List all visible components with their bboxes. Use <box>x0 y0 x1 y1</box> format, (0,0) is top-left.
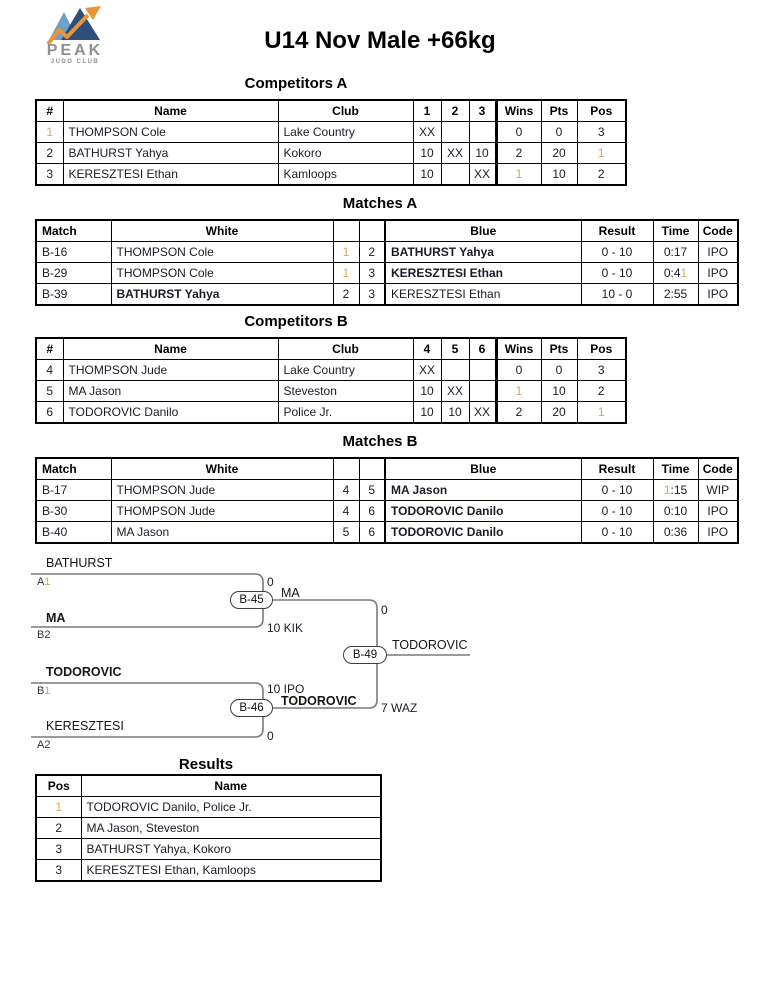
competitor-row <box>36 381 626 402</box>
col-white: White <box>111 220 333 242</box>
competitor-row <box>36 164 626 186</box>
match-pill-b45: B-45 <box>230 591 273 609</box>
col-name: Name <box>63 338 278 360</box>
col-blue-num <box>359 220 385 242</box>
col-number: # <box>36 338 63 360</box>
cell-blue-num: 3 <box>359 263 385 284</box>
cell-white-num: 1 <box>333 263 359 284</box>
result-row <box>36 797 381 818</box>
cell-name: MA Jason <box>63 381 278 402</box>
matches-a-table <box>35 219 739 306</box>
result-row <box>36 839 381 860</box>
cell-code: IPO <box>698 263 738 284</box>
cell-club: Steveston <box>278 381 413 402</box>
cell-pts: 20 <box>541 143 577 164</box>
cell-name: THOMPSON Jude <box>63 360 278 381</box>
competitors-b-table <box>35 337 627 424</box>
competitors-b-title: Competitors B <box>244 313 348 330</box>
matches-b-table <box>35 457 739 544</box>
competitor-row <box>36 143 626 164</box>
cell-match: B-39 <box>36 284 111 306</box>
cell-pos: 3 <box>36 860 81 882</box>
header-row <box>36 100 626 122</box>
cell-result: 0 - 10 <box>581 480 653 501</box>
cell-time: 0:10 <box>653 501 698 522</box>
seed-tag-a1: A1 <box>37 576 51 588</box>
col-match: Match <box>36 458 111 480</box>
cell-wins: 2 <box>496 143 541 164</box>
cell-wins: 2 <box>496 402 541 424</box>
cell-match: B-40 <box>36 522 111 544</box>
cell-blue: TODOROVIC Danilo <box>385 522 581 544</box>
cell-number: 3 <box>36 164 63 186</box>
cell-white-num: 4 <box>333 501 359 522</box>
cell-score1: 10 <box>413 402 441 424</box>
cell-name: KERESZTESI Ethan, Kamloops <box>81 860 381 882</box>
col-code: Code <box>698 458 738 480</box>
cell-club: Kokoro <box>278 143 413 164</box>
cell-result: 0 - 10 <box>581 263 653 284</box>
cell-blue: TODOROVIC Danilo <box>385 501 581 522</box>
col-name: Name <box>81 775 381 797</box>
matches-a-title: Matches A <box>342 195 418 212</box>
competitor-row <box>36 360 626 381</box>
competitor-row <box>36 402 626 424</box>
cell-score2 <box>441 122 469 143</box>
cell-score3: XX <box>469 402 496 424</box>
col-white-num <box>333 458 359 480</box>
cell-name: MA Jason, Steveston <box>81 818 381 839</box>
score-bathurst: 0 <box>267 575 274 589</box>
cell-result: 0 - 10 <box>581 242 653 263</box>
col-opp5: 5 <box>441 338 469 360</box>
cell-white-num: 1 <box>333 242 359 263</box>
match-row <box>36 242 738 263</box>
cell-club: Police Jr. <box>278 402 413 424</box>
cell-pos: 2 <box>577 381 626 402</box>
seed-bathurst: BATHURST <box>46 556 113 570</box>
cell-wins: 0 <box>496 360 541 381</box>
col-code: Code <box>698 220 738 242</box>
cell-white-num: 4 <box>333 480 359 501</box>
col-white-num <box>333 220 359 242</box>
cell-score3 <box>469 122 496 143</box>
cell-pts: 0 <box>541 360 577 381</box>
cell-score1: 10 <box>413 143 441 164</box>
col-wins: Wins <box>496 338 541 360</box>
match-row <box>36 480 738 501</box>
col-pos: Pos <box>577 338 626 360</box>
cell-white: THOMPSON Jude <box>111 480 333 501</box>
cell-name: TODOROVIC Danilo <box>63 402 278 424</box>
cell-wins: 1 <box>496 164 541 186</box>
winner-b49: TODOROVIC <box>392 638 468 652</box>
cell-name: BATHURST Yahya, Kokoro <box>81 839 381 860</box>
results-title: Results <box>178 756 234 773</box>
seed-todorovic: TODOROVIC <box>46 665 122 679</box>
col-wins: Wins <box>496 100 541 122</box>
cell-code: WIP <box>698 480 738 501</box>
score-final-bottom: 7 WAZ <box>381 701 418 715</box>
score-ma: 10 KIK <box>267 621 304 635</box>
cell-club: Kamloops <box>278 164 413 186</box>
col-name: Name <box>63 100 278 122</box>
score-keresztesi: 0 <box>267 729 274 743</box>
cell-name: THOMPSON Cole <box>63 122 278 143</box>
cell-score3: 10 <box>469 143 496 164</box>
match-pill-b46: B-46 <box>230 699 273 717</box>
cell-score3 <box>469 381 496 402</box>
col-blue-num <box>359 458 385 480</box>
cell-blue-num: 2 <box>359 242 385 263</box>
cell-score1: XX <box>413 360 441 381</box>
match-row <box>36 263 738 284</box>
cell-score1: 10 <box>413 164 441 186</box>
cell-score2: XX <box>441 381 469 402</box>
col-opp1: 1 <box>413 100 441 122</box>
seed-tag-a2: A2 <box>37 739 51 751</box>
cell-pos: 2 <box>36 818 81 839</box>
competitors-a-title: Competitors A <box>244 75 348 92</box>
cell-white-num: 5 <box>333 522 359 544</box>
col-club: Club <box>278 100 413 122</box>
cell-white: THOMPSON Cole <box>111 263 333 284</box>
cell-match: B-16 <box>36 242 111 263</box>
cell-blue-num: 5 <box>359 480 385 501</box>
cell-pos: 1 <box>36 797 81 818</box>
result-row <box>36 818 381 839</box>
seed-tag-b2: B2 <box>37 629 51 641</box>
cell-white: THOMPSON Cole <box>111 242 333 263</box>
cell-result: 0 - 10 <box>581 501 653 522</box>
score-todorovic: 10 IPO <box>267 682 305 696</box>
match-row <box>36 522 738 544</box>
header-row <box>36 458 738 480</box>
cell-score3 <box>469 360 496 381</box>
cell-blue: KERESZTESI Ethan <box>385 263 581 284</box>
logo-brand-text: PEAK <box>46 42 104 59</box>
col-pts: Pts <box>541 338 577 360</box>
col-white: White <box>111 458 333 480</box>
col-number: # <box>36 100 63 122</box>
col-pos: Pos <box>577 100 626 122</box>
col-result: Result <box>581 458 653 480</box>
bracket-line-seed-todorovic <box>31 683 263 708</box>
cell-blue: MA Jason <box>385 480 581 501</box>
matches-b-title: Matches B <box>342 433 418 450</box>
cell-pos: 3 <box>36 839 81 860</box>
col-match: Match <box>36 220 111 242</box>
seed-keresztesi: KERESZTESI <box>46 719 124 733</box>
score-final-top: 0 <box>381 603 388 617</box>
bracket-line-seed-bathurst <box>31 574 263 600</box>
cell-pts: 0 <box>541 122 577 143</box>
header-row <box>36 775 381 797</box>
cell-number: 2 <box>36 143 63 164</box>
competitor-row <box>36 122 626 143</box>
cell-club: Lake Country <box>278 360 413 381</box>
cell-score3: XX <box>469 164 496 186</box>
cell-time: 1:15 <box>653 480 698 501</box>
cell-result: 10 - 0 <box>581 284 653 306</box>
cell-time: 2:55 <box>653 284 698 306</box>
col-blue: Blue <box>385 458 581 480</box>
cell-blue-num: 6 <box>359 522 385 544</box>
match-row <box>36 501 738 522</box>
col-pts: Pts <box>541 100 577 122</box>
cell-score2 <box>441 360 469 381</box>
cell-pos: 2 <box>577 164 626 186</box>
results-table <box>35 774 382 882</box>
cell-pos: 1 <box>577 402 626 424</box>
cell-number: 6 <box>36 402 63 424</box>
cell-pts: 10 <box>541 381 577 402</box>
cell-match: B-30 <box>36 501 111 522</box>
competitors-a-table <box>35 99 627 186</box>
bracket-line-seed-ma <box>31 600 263 627</box>
cell-wins: 0 <box>496 122 541 143</box>
col-opp4: 4 <box>413 338 441 360</box>
logo-sub-text: JUDO CLUB <box>50 59 100 64</box>
col-time: Time <box>653 220 698 242</box>
cell-pts: 20 <box>541 402 577 424</box>
col-opp6: 6 <box>469 338 496 360</box>
col-club: Club <box>278 338 413 360</box>
cell-white-num: 2 <box>333 284 359 306</box>
header-row <box>36 220 738 242</box>
cell-white: BATHURST Yahya <box>111 284 333 306</box>
col-opp2: 2 <box>441 100 469 122</box>
header-row <box>36 338 626 360</box>
cell-time: 0:41 <box>653 263 698 284</box>
cell-club: Lake Country <box>278 122 413 143</box>
cell-number: 5 <box>36 381 63 402</box>
cell-code: IPO <box>698 284 738 306</box>
cell-result: 0 - 10 <box>581 522 653 544</box>
elimination-bracket <box>0 552 765 767</box>
cell-white: MA Jason <box>111 522 333 544</box>
club-logo <box>44 6 108 64</box>
cell-blue-num: 3 <box>359 284 385 306</box>
cell-pts: 10 <box>541 164 577 186</box>
cell-score2: XX <box>441 143 469 164</box>
match-pill-b49: B-49 <box>343 646 387 664</box>
cell-code: IPO <box>698 522 738 544</box>
col-pos: Pos <box>36 775 81 797</box>
cell-time: 0:17 <box>653 242 698 263</box>
cell-white: THOMPSON Jude <box>111 501 333 522</box>
result-row <box>36 860 381 882</box>
winner-b45: MA <box>281 586 300 600</box>
cell-match: B-17 <box>36 480 111 501</box>
col-blue: Blue <box>385 220 581 242</box>
cell-number: 4 <box>36 360 63 381</box>
cell-blue: BATHURST Yahya <box>385 242 581 263</box>
cell-name: BATHURST Yahya <box>63 143 278 164</box>
cell-code: IPO <box>698 501 738 522</box>
seed-tag-b1: B1 <box>37 685 51 697</box>
cell-match: B-29 <box>36 263 111 284</box>
page-title: U14 Nov Male +66kg <box>264 27 496 54</box>
cell-score1: XX <box>413 122 441 143</box>
cell-time: 0:36 <box>653 522 698 544</box>
cell-pos: 3 <box>577 122 626 143</box>
cell-score2 <box>441 164 469 186</box>
cell-code: IPO <box>698 242 738 263</box>
col-opp3: 3 <box>469 100 496 122</box>
cell-name: KERESZTESI Ethan <box>63 164 278 186</box>
winner-b46: TODOROVIC <box>281 694 357 708</box>
cell-blue: KERESZTESI Ethan <box>385 284 581 306</box>
col-result: Result <box>581 220 653 242</box>
cell-pos: 3 <box>577 360 626 381</box>
seed-ma: MA <box>46 611 66 625</box>
cell-pos: 1 <box>577 143 626 164</box>
cell-score1: 10 <box>413 381 441 402</box>
cell-name: TODOROVIC Danilo, Police Jr. <box>81 797 381 818</box>
cell-wins: 1 <box>496 381 541 402</box>
cell-blue-num: 6 <box>359 501 385 522</box>
cell-score2: 10 <box>441 402 469 424</box>
peak-mountain-logo-icon <box>44 6 108 64</box>
cell-number: 1 <box>36 122 63 143</box>
match-row <box>36 284 738 306</box>
col-time: Time <box>653 458 698 480</box>
